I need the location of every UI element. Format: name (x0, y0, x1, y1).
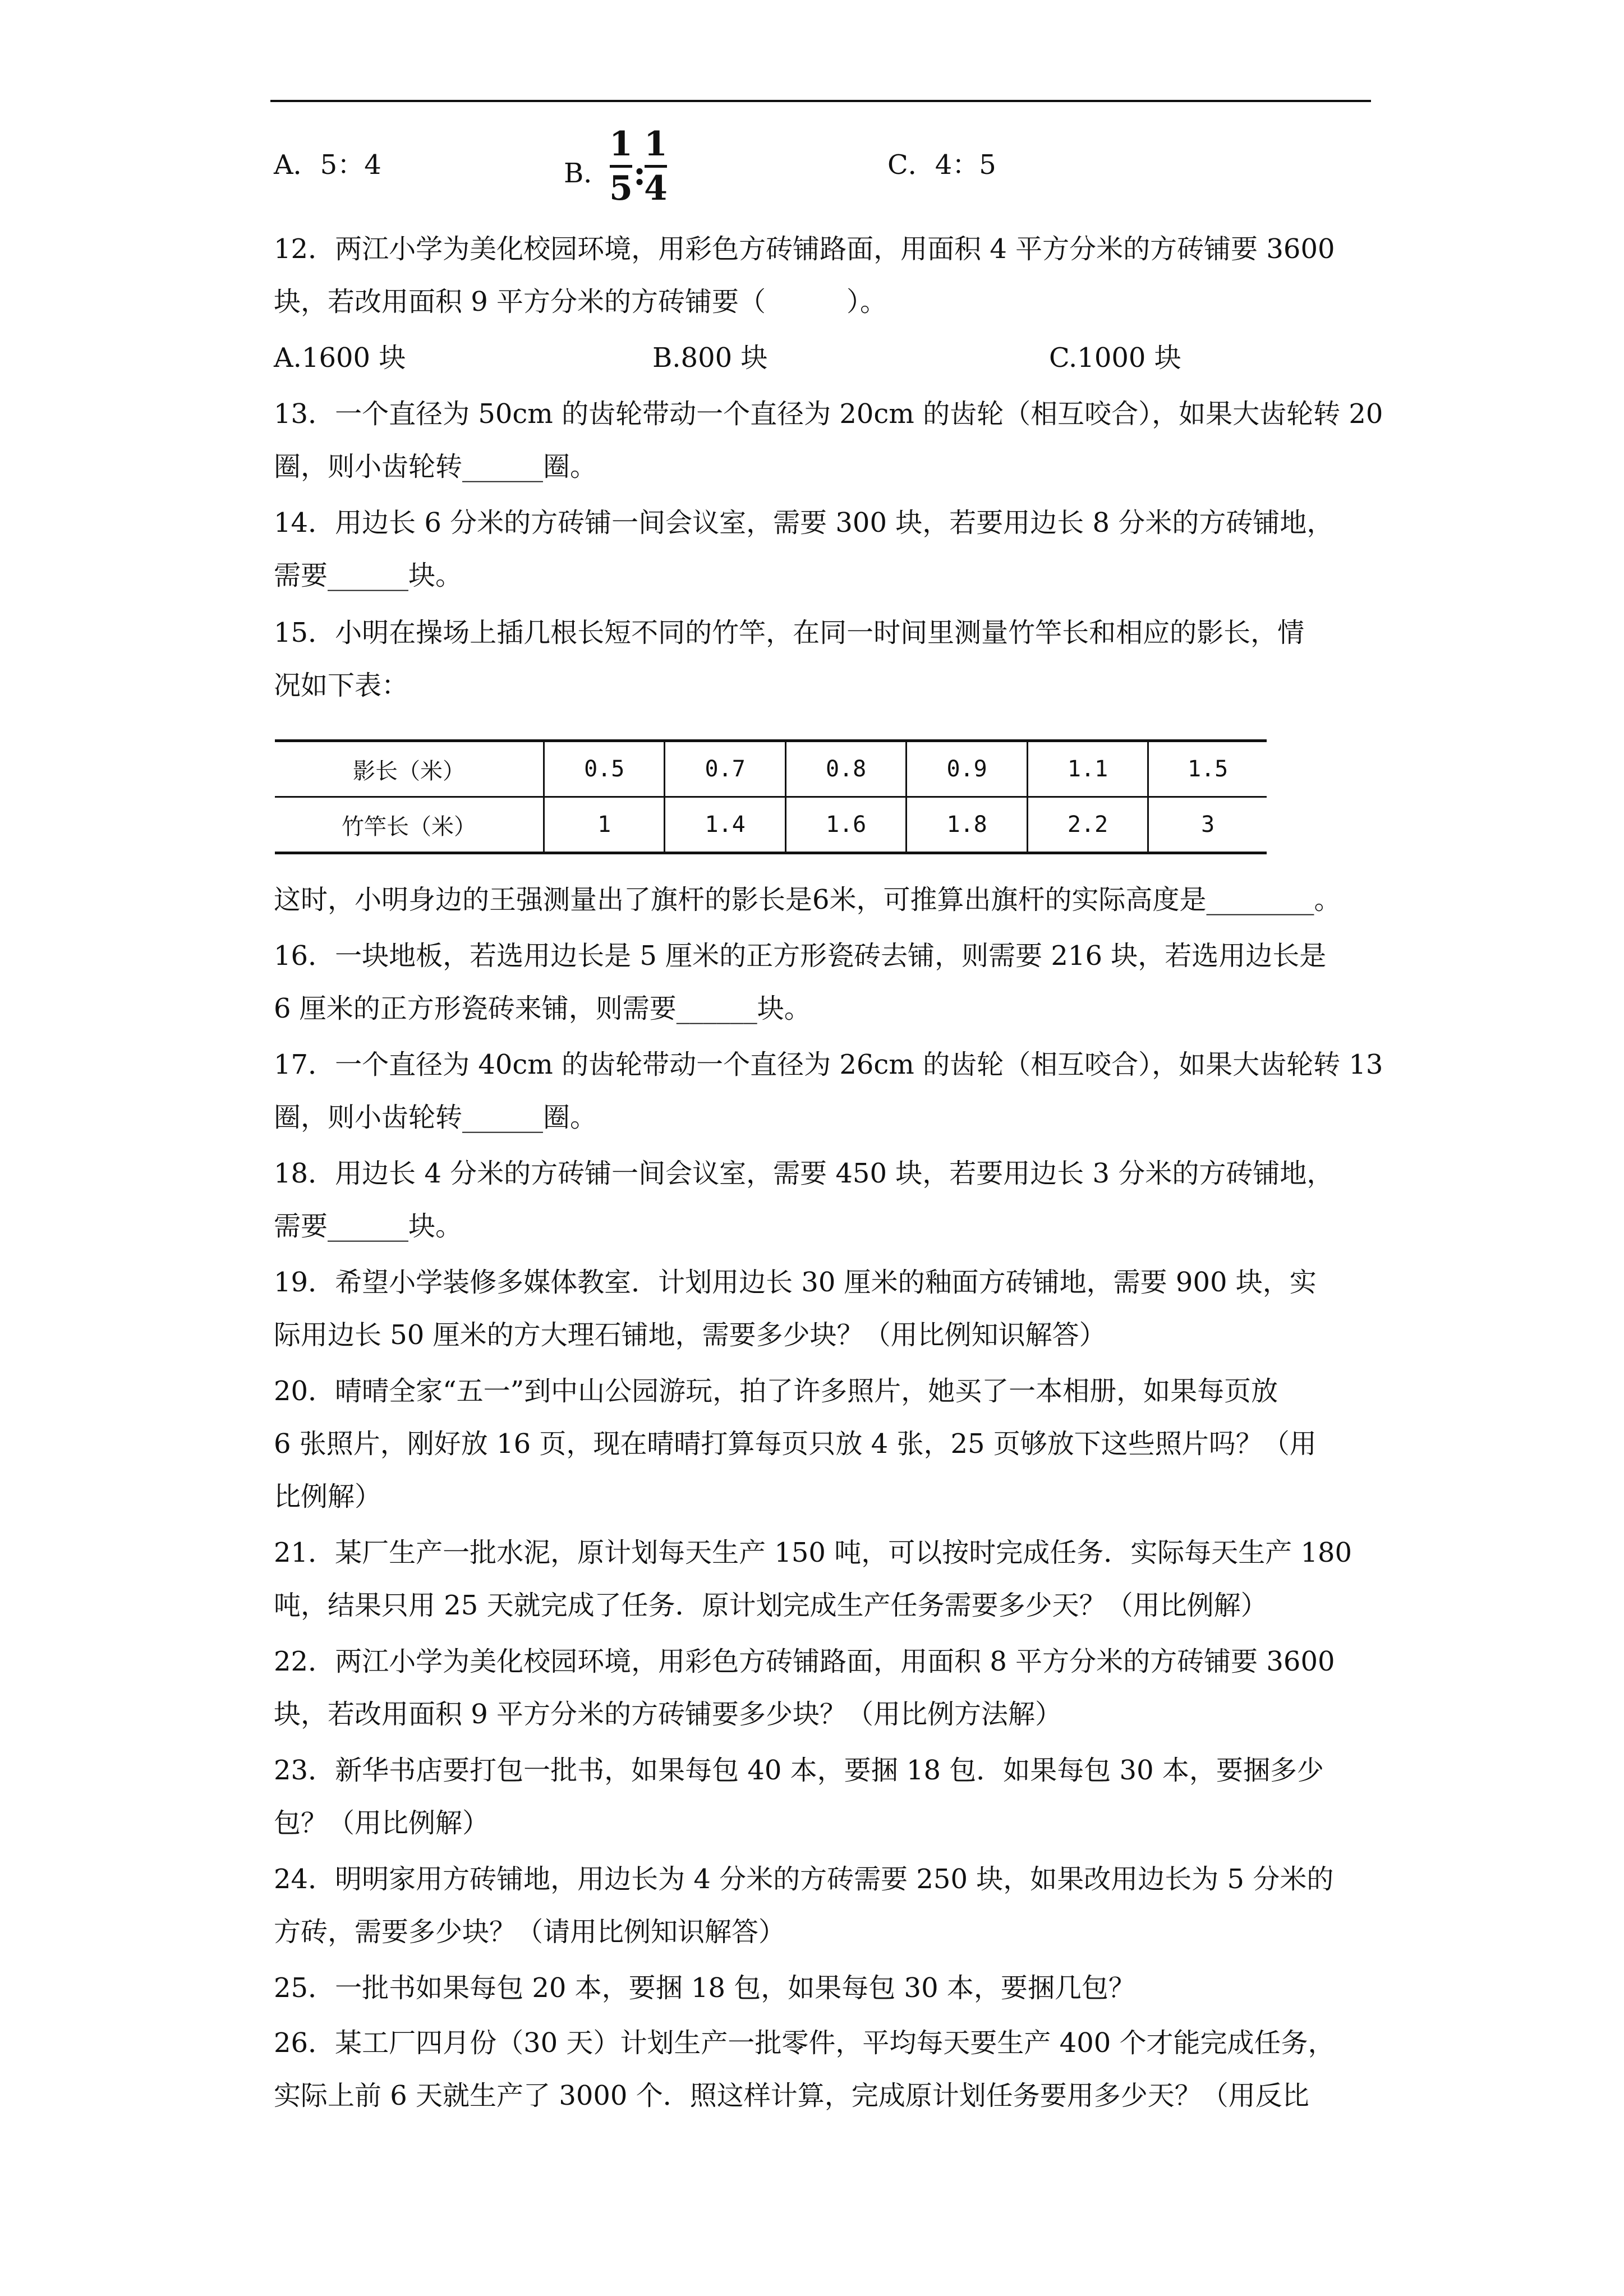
shadow-length-table (275, 739, 1267, 854)
option-a: A．5：4 (274, 149, 381, 181)
q12-option-b: B.800 块 (652, 342, 768, 374)
q18-line2: 需要______块。 (274, 1211, 463, 1242)
q13-line2: 圈，则小齿轮转______圈。 (274, 451, 597, 482)
q23-line1: 23．新华书店要打包一批书，如果每包 40 本，要捆 18 包．如果每包 30 本，要捆多少 (274, 1755, 1324, 1786)
table-cell: 1.6 (785, 797, 906, 853)
q12-line1: 12．两江小学为美化校园环境，用彩色方砖铺路面，用面积 4 平方分米的方砖铺要 3600 (274, 233, 1335, 265)
header-rule (270, 100, 1371, 102)
q25-line1: 25．一批书如果每包 20 本，要捆 18 包，如果每包 30 本，要捆几包？ (274, 1972, 1135, 2004)
q21-line2: 吨，结果只用 25 天就完成了任务．原计划完成生产任务需要多少天？（用比例解） (274, 1590, 1268, 1621)
table-cell: 0.7 (665, 741, 785, 797)
q19-line2: 际用边长 50 厘米的方大理石铺地，需要多少块？（用比例知识解答） (274, 1319, 1106, 1351)
q18-line1: 18．用边长 4 分米的方砖铺一间会议室，需要 450 块，若要用边长 3 分米的方砖铺地， (274, 1158, 1334, 1189)
fraction-denominator: 4 (644, 169, 668, 208)
fraction-bar (610, 165, 632, 168)
q17-line1: 17．一个直径为 40cm 的齿轮带动一个直径为 26cm 的齿轮（相互咬合），如果大齿轮转 13 (274, 1049, 1383, 1080)
q24-line2: 方砖，需要多少块？（请用比例知识解答） (274, 1916, 786, 1948)
q12-line2: 块，若改用面积 9 平方分米的方砖铺要（ ）。 (274, 286, 887, 318)
row-header-shadow: 影长（米） (275, 741, 544, 797)
option-b-label: B． (564, 158, 611, 189)
fraction-one-fifth (609, 125, 633, 208)
table-cell: 0.5 (544, 741, 665, 797)
table-cell: 3 (1148, 797, 1267, 853)
row-header-pole: 竹竿长（米） (275, 797, 544, 853)
q12-option-a: A.1600 块 (274, 342, 406, 374)
table-cell: 1.8 (907, 797, 1027, 853)
q16-line2: 6 厘米的正方形瓷砖来铺，则需要______块。 (274, 993, 811, 1024)
q20-line1: 20．晴晴全家“五一”到中山公园游玩，拍了许多照片，她买了一本相册，如果每页放 (274, 1375, 1278, 1407)
table-cell: 1 (544, 797, 665, 853)
q26-line1: 26．某工厂四月份（30 天）计划生产一批零件，平均每天要生产 400 个才能完成任务， (274, 2027, 1335, 2059)
q13-line1: 13．一个直径为 50cm 的齿轮带动一个直径为 20cm 的齿轮（相互咬合），如果大齿轮转 20 (274, 398, 1383, 430)
q22-line1: 22．两江小学为美化校园环境，用彩色方砖铺路面，用面积 8 平方分米的方砖铺要 3600 (274, 1646, 1335, 1677)
fraction-bar (645, 165, 667, 168)
q15-line3: 这时，小明身边的王强测量出了旗杆的影长是6米，可推算出旗杆的实际高度是________。 (274, 884, 1341, 915)
fraction-one-fourth (643, 125, 668, 208)
q14-line2: 需要______块。 (274, 560, 463, 591)
table-row (275, 741, 1267, 797)
q21-line1: 21．某厂生产一批水泥，原计划每天生产 150 吨，可以按时完成任务．实际每天生产 180 (274, 1537, 1352, 1568)
q20-line2: 6 张照片，刚好放 16 页，现在晴晴打算每页只放 4 张，25 页够放下这些照片吗？（用 (274, 1428, 1317, 1460)
q17-line2: 圈，则小齿轮转______圈。 (274, 1102, 597, 1133)
q26-line2: 实际上前 6 天就生产了 3000 个．照这样计算，完成原计划任务要用多少天？（用反比 (274, 2080, 1309, 2111)
ratio-colon: : (633, 154, 646, 193)
table-cell: 1.5 (1148, 741, 1267, 797)
q23-line2: 包？（用比例解） (274, 1807, 490, 1839)
table-cell: 0.9 (907, 741, 1027, 797)
q19-line1: 19．希望小学装修多媒体教室．计划用边长 30 厘米的釉面方砖铺地，需要 900 块，实 (274, 1267, 1317, 1298)
table-cell: 1.4 (665, 797, 785, 853)
q20-line3: 比例解） (274, 1481, 382, 1512)
q15-line2: 况如下表： (274, 670, 409, 701)
table-cell: 1.1 (1027, 741, 1148, 797)
fraction-numerator: 1 (609, 125, 633, 164)
table-cell: 2.2 (1027, 797, 1148, 853)
table-cell: 0.8 (785, 741, 906, 797)
q22-line2: 块，若改用面积 9 平方分米的方砖铺要多少块？（用比例方法解） (274, 1699, 1062, 1730)
q14-line1: 14．用边长 6 分米的方砖铺一间会议室，需要 300 块，若要用边长 8 分米的方砖铺地， (274, 507, 1334, 539)
table-row (275, 797, 1267, 853)
fraction-numerator: 1 (644, 125, 668, 164)
q16-line1: 16．一块地板，若选用边长是 5 厘米的正方形瓷砖去铺，则需要 216 块，若选用边长是 (274, 940, 1327, 972)
q12-option-c: C.1000 块 (1049, 342, 1181, 374)
option-c: C．4：5 (887, 149, 996, 181)
q15-line1: 15．小明在操场上插几根长短不同的竹竿，在同一时间里测量竹竿长和相应的影长，情 (274, 617, 1305, 648)
q24-line1: 24．明明家用方砖铺地，用边长为 4 分米的方砖需要 250 块，如果改用边长为 5 分米的 (274, 1864, 1334, 1895)
fraction-denominator: 5 (609, 169, 633, 208)
